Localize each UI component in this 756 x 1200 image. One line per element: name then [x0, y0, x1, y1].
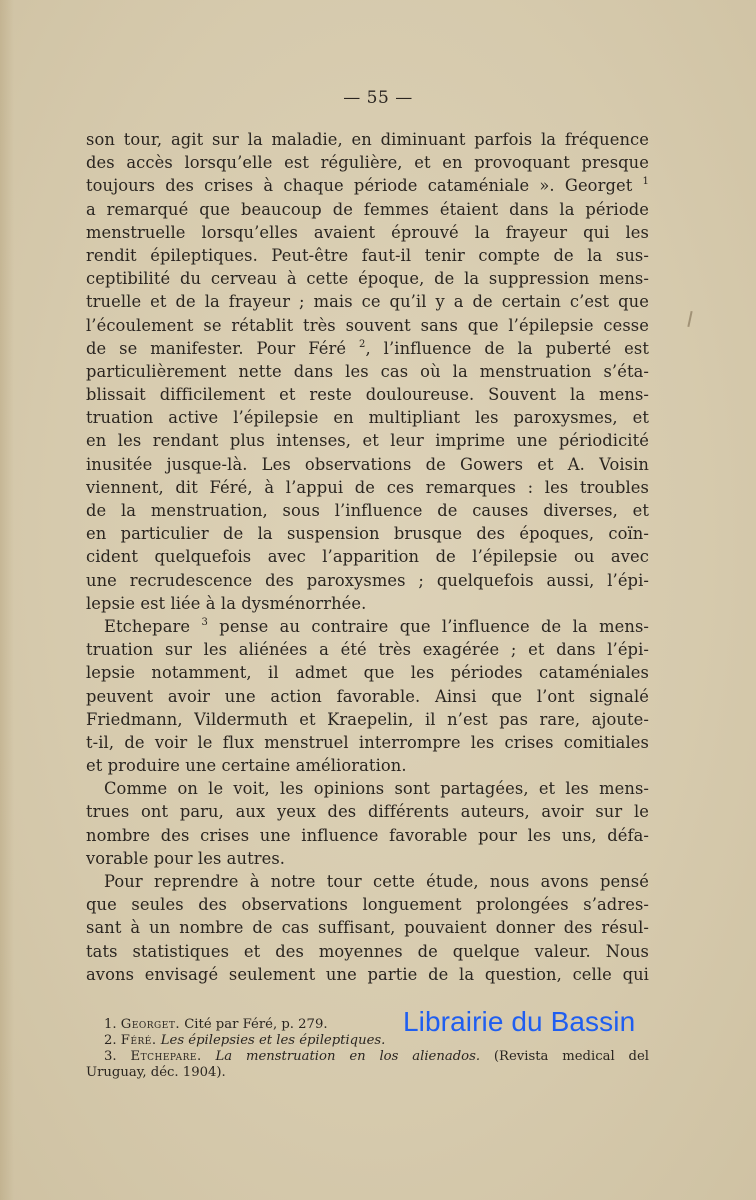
text-line: et produire une certaine amélioration.: [86, 756, 407, 776]
paragraph-3: [86, 777, 649, 870]
text-segment: Etchepare: [104, 616, 191, 636]
text-line: des accès lorsqu’elle est régulière, et en provoquant presque: [86, 153, 649, 173]
text-line: nombre des crises une influence favorable pour les uns, défa-: [86, 825, 649, 845]
text-line: particulièrement nette dans les cas où la menstruation s’éta-: [86, 361, 649, 381]
footnote-author: Georget.: [120, 1017, 181, 1032]
text-line: sant à un nombre de cas suffisant, pouvaient donner des résul-: [86, 918, 649, 938]
text-line: Friedmann, Vildermuth et Kraepelin, il n’est pas rare, ajoute-: [86, 709, 649, 729]
footnote-number: 3.: [104, 1049, 117, 1064]
text-line: en particulier de la suspension brusque des époques, coïn-: [86, 524, 649, 544]
text-line: a remarqué que beaucoup de femmes étaient dans la période: [86, 199, 649, 219]
paragraph-1: [86, 128, 649, 615]
text-line: truation sur les aliénées a été très exagérée ; et dans l’épi-: [86, 640, 649, 660]
footnote-text: Cité par Féré, p. 279.: [180, 1017, 328, 1032]
text-line: rendit épileptiques. Peut-être faut-il tenir compte de la sus-: [86, 245, 649, 265]
text-line: ceptibilité du cerveau à cette époque, de la suppression mens-: [86, 269, 649, 289]
body-text: [86, 128, 649, 986]
text-line: que seules des observations longuement prolongées s’adres-: [86, 895, 649, 915]
text-line: son tour, agit sur la maladie, en diminuant parfois la fréquence: [86, 130, 649, 149]
text-line: viennent, dit Féré, à l’appui de ces remarques : les troubles: [86, 477, 649, 497]
text-line: Comme on le voit, les opinions sont partagées, et les mens-: [104, 779, 649, 799]
footnote-author: Féré.: [120, 1033, 157, 1048]
text-line: vorable pour les autres.: [86, 848, 286, 868]
footnote-author: Etchepare.: [130, 1049, 202, 1064]
text-line: [86, 174, 649, 197]
text-line: [86, 615, 649, 638]
footnote-text: (Revista medical del: [480, 1049, 649, 1064]
text-line: de la menstruation, sous l’influence de causes diverses, et: [86, 501, 649, 520]
text-line: avons envisagé seulement une partie de la question, celle qui: [86, 964, 649, 984]
footnote-number: 1.: [104, 1017, 117, 1032]
text-line: cident quelquefois avec l’apparition de l’épilepsie ou avec: [86, 547, 649, 567]
text-line: trues ont paru, aux yeux des différents auteurs, avoir sur le: [86, 802, 649, 822]
footnote-3: [86, 1049, 649, 1065]
footnote-ref-1: 1: [642, 176, 650, 188]
text-line: truelle et de la frayeur ; mais ce qu’il y a de certain c’est que: [86, 292, 649, 312]
paragraph-2: [86, 615, 649, 777]
watermark: Librairie du Bassin: [403, 1006, 636, 1037]
footnote-title: Les épilepsies et les épileptiques.: [156, 1033, 386, 1048]
text-line: lepsie notamment, il admet que les périodes cataméniales: [86, 663, 649, 683]
text-segment: , l’influence de la puberté est: [365, 338, 649, 358]
text-segment: toujours des crises à chaque période cataméniale ». Georget: [86, 176, 633, 196]
text-line: truation active l’épilepsie en multipliant les paroxysmes, et: [86, 408, 649, 428]
footnote-ref-3: 3: [201, 616, 208, 628]
text-segment: de se manifester. Pour Féré: [86, 338, 347, 358]
footnote-title: La menstruation en los alienados.: [201, 1049, 481, 1064]
text-segment: pense au contraire que l’influence de la mens-: [207, 616, 650, 636]
text-line: une recrudescence des paroxysmes ; quelquefois aussi, l’épi-: [86, 570, 649, 590]
text-line: tats statistiques et des moyennes de quelque valeur. Nous: [86, 941, 649, 961]
text-line: menstruelle lorsqu’elles avaient éprouvé la frayeur qui les: [86, 222, 649, 242]
footnote-3-continuation: Uruguay, déc. 1904).: [86, 1065, 226, 1080]
text-line: blissait difficilement et reste douloureuse. Souvent la mens-: [86, 385, 649, 405]
footnote-ref-2: 2: [359, 338, 366, 350]
text-line: Pour reprendre à notre tour cette étude, nous avons pensé: [104, 872, 649, 891]
text-line: inusitée jusque-là. Les observations de Gowers et A. Voisin: [86, 454, 649, 474]
text-line: t-il, de voir le flux menstruel interrompre les crises comitiales: [86, 732, 649, 752]
paragraph-4: [86, 870, 649, 986]
paper-blemish: [687, 311, 692, 327]
text-line: en les rendant plus intenses, et leur imprime une périodicité: [86, 431, 649, 451]
page-number: — 55 —: [343, 88, 413, 108]
text-line: l’écoulement se rétablit très souvent sans que l’épilepsie cesse: [86, 315, 649, 335]
text-line: lepsie est liée à la dysménorrhée.: [86, 593, 367, 613]
footnote-number: 2.: [104, 1033, 117, 1048]
text-line: [86, 337, 649, 360]
text-line: peuvent avoir une action favorable. Ainsi que l’ont signalé: [86, 686, 649, 706]
